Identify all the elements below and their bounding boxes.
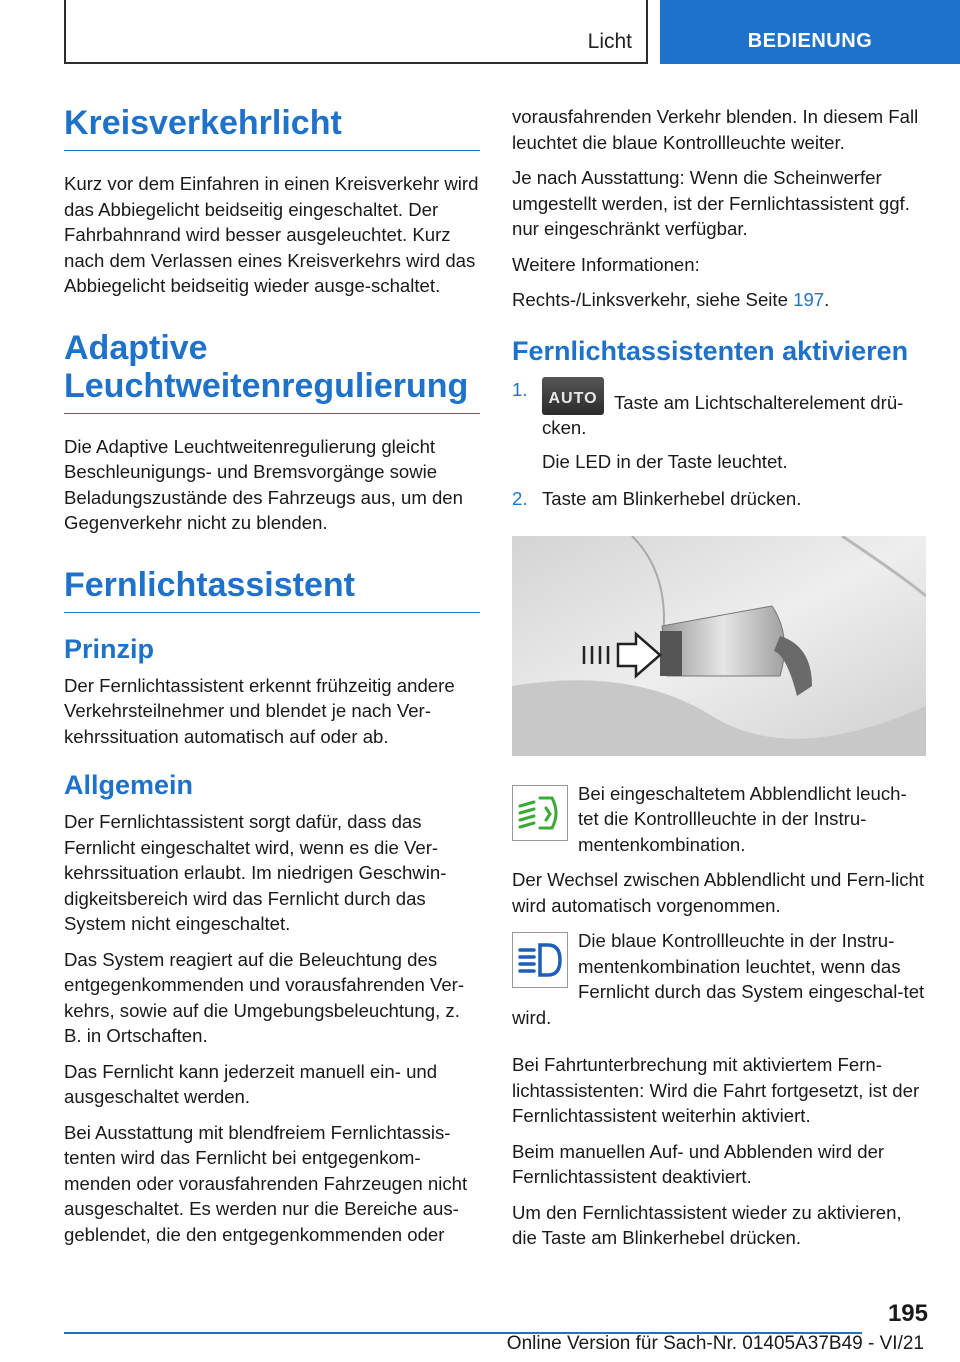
subsection-prinzip [64, 633, 480, 750]
activation-steps [512, 377, 926, 512]
header-section-title: Licht [587, 30, 632, 53]
step-number: 1. [512, 378, 528, 400]
heading-activate: Fernlichtassistenten aktivieren [512, 335, 909, 366]
ref-text: Rechts-/Linksverkehr, siehe Seite [512, 289, 794, 310]
step-number: 2. [512, 488, 528, 509]
step-1-text [542, 377, 926, 441]
switch-text: Der Wechsel zwischen Abblendlicht und Fern‐licht wird automatisch vorgenommen. [512, 869, 925, 916]
step-1 [512, 377, 926, 475]
page-link-197[interactable]: 197 [793, 289, 825, 310]
allgemein-p4: Bei Ausstattung mit blendfreiem Fernlichtassis‐tenten wird das Fernlicht bei entgegenkom‐menden oder vorausfahrenden Fahrzeugen nicht ausgeschaltet. Es werden nur die Bereiche aus‐geblendet, die den entgegenkommenden oder [64, 1121, 468, 1245]
section-kreisverkehrlicht [64, 104, 480, 299]
prinzip-body: Der Fernlichtassistent erkennt frühzeitig andere Verkehrsteilnehmer und blendet je nach Ver‐kehrssituation automatisch auf oder ab. [64, 674, 455, 747]
allgemein-p3: Das Fernlicht kann jederzeit manuell ein- und ausgeschaltet werden. [64, 1060, 438, 1107]
ref-end: . [824, 289, 830, 310]
low-beam-note [512, 781, 926, 868]
page-number: 195 [887, 1300, 928, 1327]
subsection-allgemein [64, 769, 480, 1247]
reactivate-text: Um den Fernlichtassistent wieder zu aktivieren, die Taste am Blinkerhebel drücken. [512, 1201, 902, 1248]
heading-adaptive: Adaptive Leuchtweitenregulierung [64, 329, 480, 414]
heading-fernlichtassistent: Fernlichtassistent [64, 566, 480, 613]
left-column [64, 104, 480, 1257]
section-adaptive [64, 329, 480, 536]
header-chapter-title: BEDIENUNG [747, 30, 873, 52]
heading-allgemein: Allgemein [64, 770, 194, 800]
step-1-sub: Die LED in der Taste leuchtet. [542, 450, 788, 472]
allgemein-p2: Das System reagiert auf die Beleuchtung des entgegenkommenden und vorausfahrenden Ver‐kehrs, sowie auf die Umgebungsbeleuchtung, z. B. in Ortschaften. [64, 948, 465, 1046]
step-2-text: Taste am Blinkerhebel drücken. [542, 488, 802, 509]
step-1-label: Taste am Lichtschalterelement drü‐cken. [542, 391, 904, 438]
header-section-box [64, 0, 648, 64]
header-chapter-tab [660, 0, 960, 64]
adaptive-body: Die Adaptive Leuchtweitenregulierung gleicht Beschleunigungs- und Bremsvorgänge sowie Beladungszustände des Fahrzeugs aus, um den Gegenverkehr nicht zu blenden. [64, 435, 463, 533]
manual-text: Beim manuellen Auf- und Abblenden wird der Fernlichtassistent deaktiviert. [512, 1140, 885, 1187]
kreis-body: Kurz vor dem Einfahren in einen Kreisverkehr wird das Abbiegelicht beidseitig eingeschaltet. Der Fahrbahnrand wird besser ausgeleuchtet. Kurz nach dem Verlassen eines Kreisverkehrs wird das Abbiegelicht beidseitig wieder ausge‐schaltet. [64, 173, 479, 296]
low-beam-text: Bei eingeschaltetem Abblendlicht leuch‐tet die Kontrollleuchte in der Instru‐mentenkombination. [578, 782, 907, 855]
allgemein-p1: Der Fernlichtassistent sorgt dafür, dass das Fernlicht eingeschaltet wird, wenn es die Ver‐kehrssituation erlaubt. Im niedrigen Geschwin‐digkeitsbereich wird das Fernlicht durch das System nicht eingeschaltet. [64, 811, 447, 934]
high-beam-text: Die blaue Kontrollleuchte in der Instru‐mentenkombination leuchtet, wenn das Fernlicht durch das System eingeschal‐tet wird. [512, 930, 925, 1028]
heading-prinzip: Prinzip [64, 633, 155, 664]
cross-reference [512, 287, 926, 313]
low-beam-indicator-icon [512, 785, 568, 841]
high-beam-note [512, 928, 926, 1040]
footer-text: Online Version für Sach-Nr. 01405A37B49 - VI/21 [506, 1333, 924, 1354]
step-2 [512, 486, 926, 512]
continued-p1: vorausfahrenden Verkehr blenden. In diesem Fall leuchtet die blaue Kontrollleuchte weiter. [512, 106, 919, 153]
section-fernlichtassistent [64, 566, 480, 1248]
info-label: Weitere Informationen: [512, 253, 700, 275]
high-beam-assistant-indicator-icon [512, 932, 568, 988]
continued-p2: Je nach Ausstattung: Wenn die Scheinwerfer umgestellt werden, ist der Fernlichtassistent ggf. nur eingeschränkt verfügbar. [512, 167, 910, 239]
auto-key-icon [542, 377, 604, 415]
turn-signal-lever-image [512, 536, 926, 756]
heading-kreisverkehrlicht: Kreisverkehrlicht [64, 104, 480, 151]
auto-key-label: AUTO [548, 389, 598, 407]
right-column [512, 104, 926, 1261]
interrupt-text: Bei Fahrtunterbrechung mit aktiviertem Fern‐lichtassistenten: Wird die Fahrt fortgesetzt, ist der Fernlichtassistent weiterhin aktiviert. [512, 1054, 920, 1126]
